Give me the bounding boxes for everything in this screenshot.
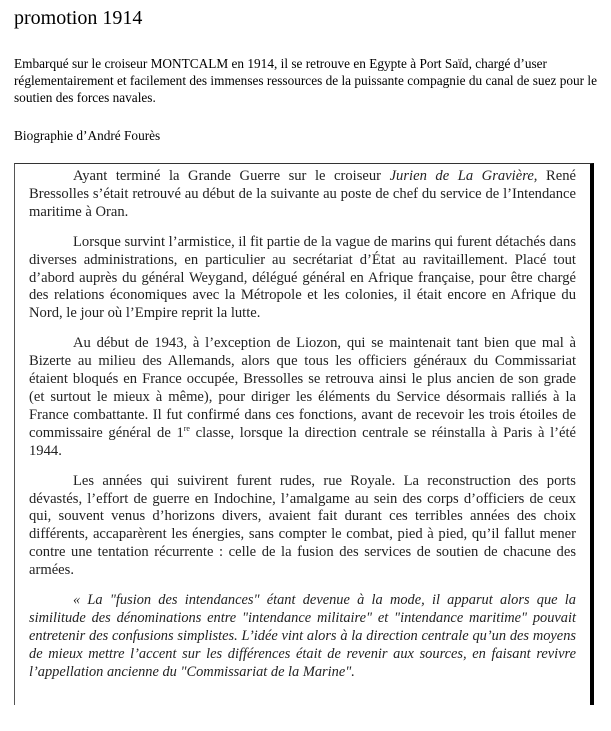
page-title: promotion 1914	[14, 7, 143, 29]
paragraph-5-quote: « La "fusion des intendances" étant devenue à la mode, il apparut alors que la similitude des dénominations entre "intendance militaire" et "intendance maritime" pouvait entretenir des confusions simplistes. L’idée vint alors à la direction centrale qu’un des moyens de mieux mettre l’accent sur les différences était de revenir aux sources, en faisant revivre l’appellation ancienne du "Commissariat de la Marine".	[29, 592, 576, 680]
paragraph-1	[29, 168, 576, 222]
intro-paragraph: Embarqué sur le croiseur MONTCALM en 1914, il se retrouve en Egypte à Port Saïd, chargé d’user réglementairement et facilement des immenses ressources de la puissante compagnie du canal de suez pour le soutien des forces navales.	[14, 56, 597, 105]
p3-text: Au début de 1943, à l’exception de Liozon, qui se maintenait tant bien que mal à Bizerte au milieu des Allemands, alors que tous les officiers généraux du Commissariat étaient bloqués en France occupée, Bressolles se retrouva ainsi le plus ancien de son grade (et surtout le mieux à même), pour diriger les éléments du Service désormais ralliés à la France combattante. Il fut confirmé dans ces fonctions, avant de recevoir les trois étoiles de commissaire général de 1	[29, 335, 576, 441]
p1-text-end: René Bressolles s’était retrouvé au début de la suivante au poste de chef du service de l’Intendance maritime à Oran.	[29, 168, 576, 220]
scanned-excerpt	[14, 163, 594, 705]
p3-text-end: classe, lorsque la direction centrale se réinstalla à Paris à l’été 1944.	[29, 424, 577, 459]
paragraph-3	[29, 335, 576, 460]
paragraph-4: Les années qui suivirent furent rudes, rue Royale. La reconstruction des ports dévastés, l’effort de guerre en Indochine, l’amalgame au sein des corps d’officiers de ceux qui, souvent venus d’horizons divers, avaient fait durant ces terribles années des choix différents, accaparèrent les énergies, sans compter le combat, pied à pied, qu’il fallut mener contre une tentation récurrente : celle de la fusion des services de soutien de chacune des armées.	[29, 472, 576, 579]
p1-text: Ayant terminé la Grande Guerre sur le croiseur	[73, 168, 390, 184]
ordinal-superscript: re	[183, 423, 190, 433]
biography-label: Biographie d’André Fourès	[14, 128, 161, 143]
scanned-text	[15, 164, 590, 682]
ship-name: Jurien de La Gravière,	[389, 168, 538, 184]
paragraph-2: Lorsque survint l’armistice, il fit partie de la vague de marins qui furent détachés dans diverses administrations, en particulier au secrétariat d’État au ravitaillement. Placé tout d’abord auprès du général Weygand, délégué général en Afrique française, pour être chargé des relations économiques avec la Métropole et les colonies, il était encore en Afrique du Nord, le jour où l’Empire reprit la lutte.	[29, 233, 576, 322]
